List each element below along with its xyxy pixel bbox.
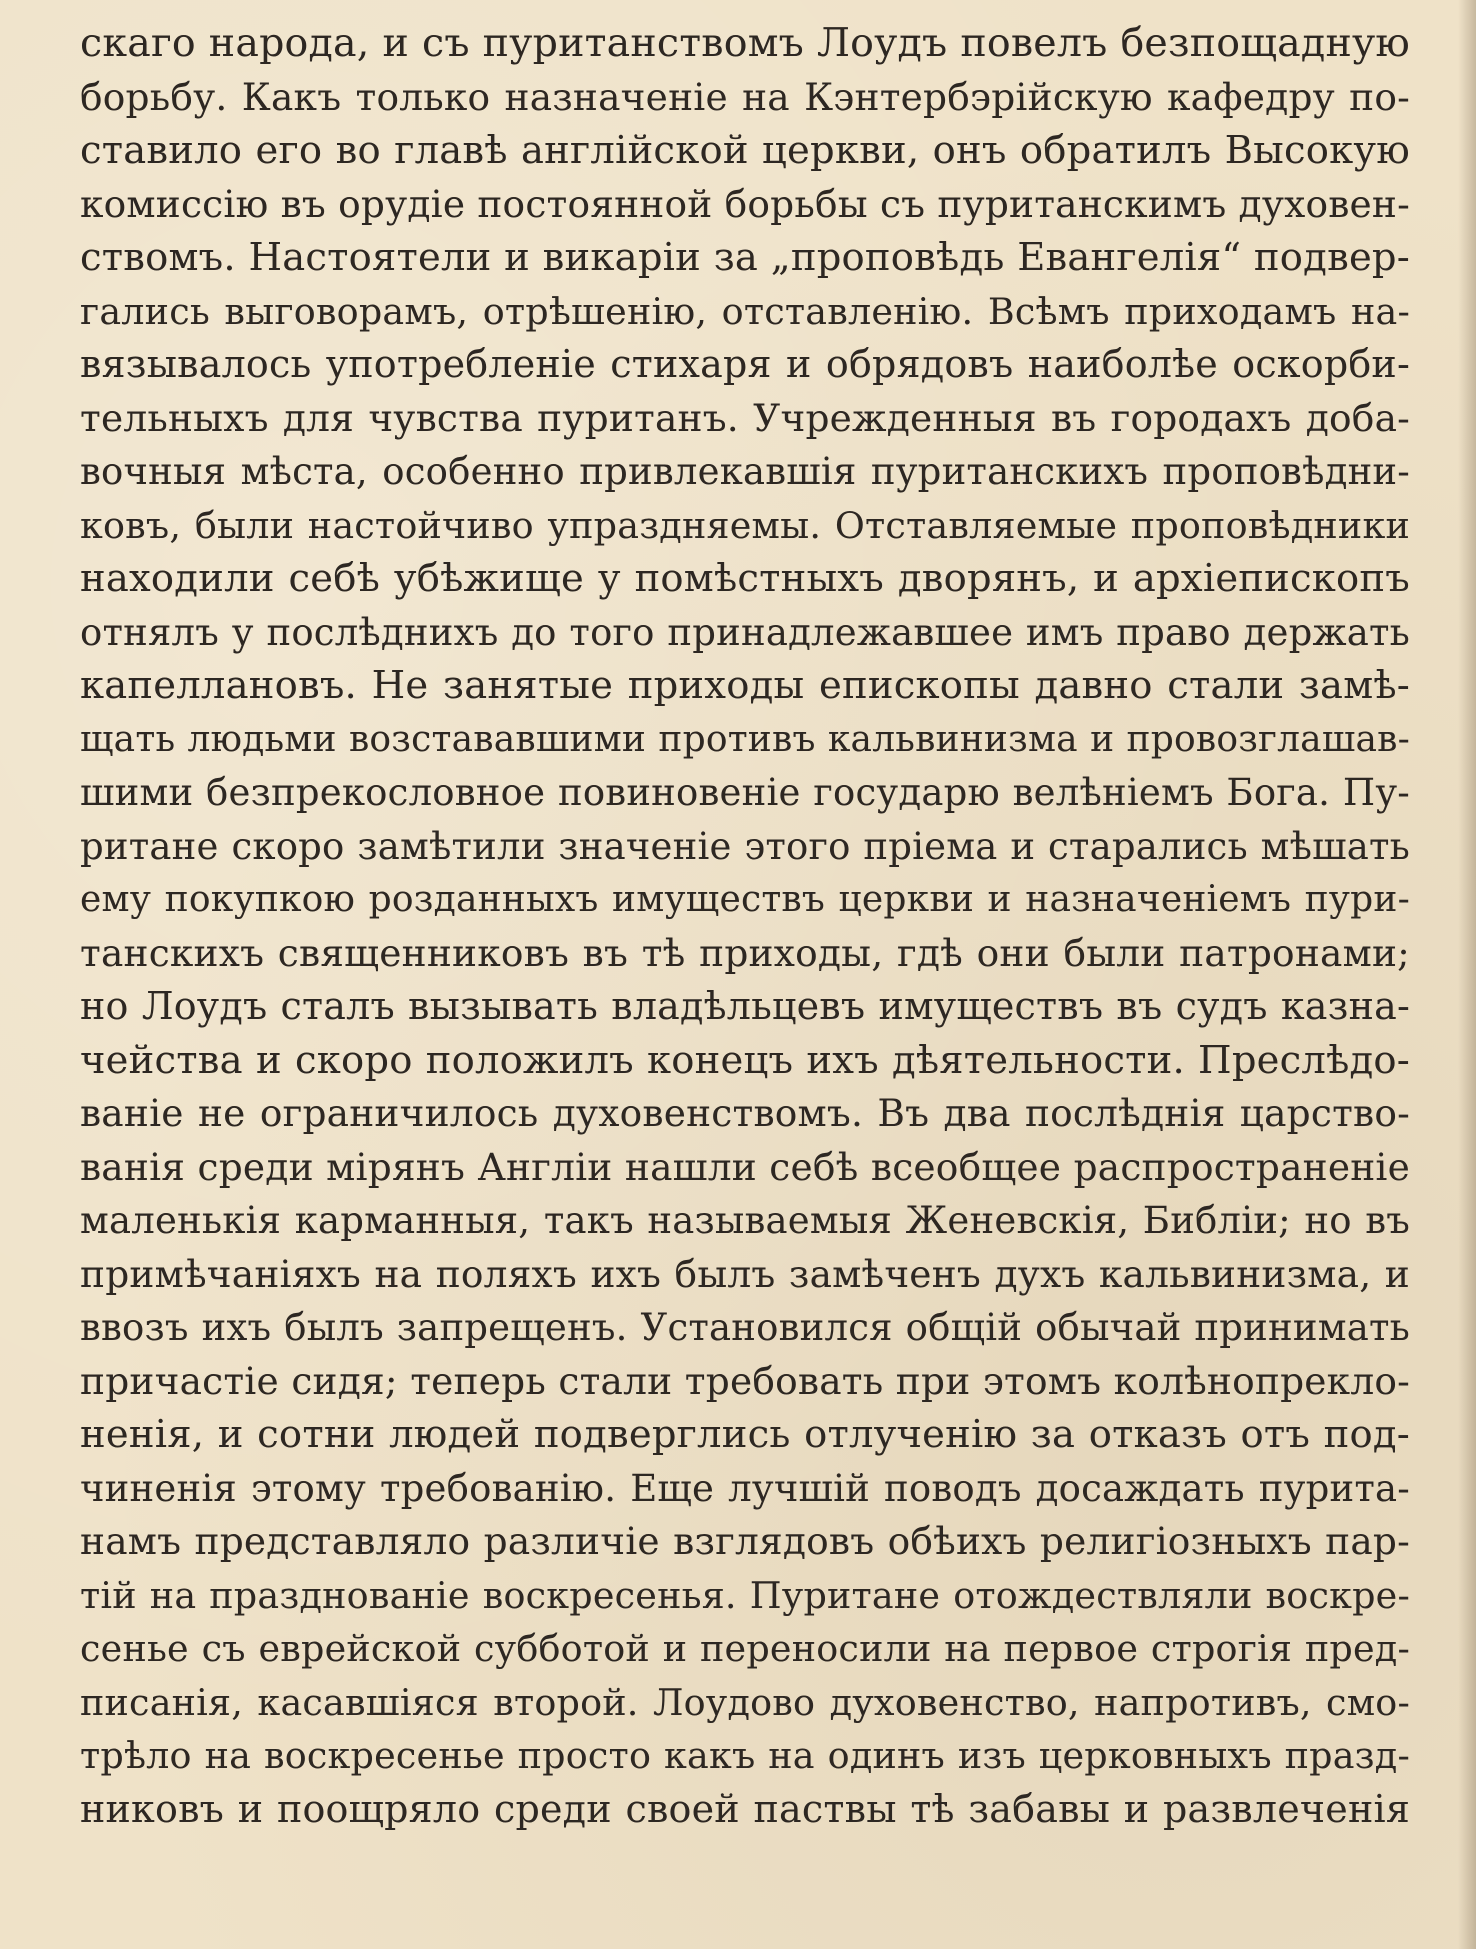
text-line: трѣло на воскресенье просто какъ на одинъ изъ церковныхъ празд- — [80, 1734, 1410, 1777]
page-body-text — [80, 17, 1410, 1836]
text-line: ввозъ ихъ былъ запрещенъ. Установился общій обычай принимать — [80, 1306, 1410, 1349]
text-line: примѣчаніяхъ на поляхъ ихъ былъ замѣченъ духъ кальвинизма, и — [80, 1251, 1410, 1296]
text-line: ненія, и сотни людей подверглись отлученію за отказъ отъ под- — [80, 1412, 1410, 1457]
text-line: комиссію въ орудіе постоянной борьбы съ пуританскимъ духовен- — [80, 181, 1410, 226]
text-line: чиненія этому требованію. Еще лучшій поводъ досаждать пурита- — [80, 1466, 1410, 1510]
text-line: шими безпрекословное повиновеніе государю велѣніемъ Бога. Пу- — [80, 771, 1410, 814]
text-line: ритане скоро замѣтили значеніе этого пріема и старались мѣшать — [80, 824, 1410, 868]
text-line: тій на празднованіе воскресенья. Пуритане отождествляли воскре- — [80, 1573, 1410, 1617]
text-line: тельныхъ для чувства пуританъ. Учрежденныя въ городахъ доба- — [80, 395, 1410, 440]
text-line: отнялъ у послѣднихъ до того принадлежавшее имъ право держать — [80, 610, 1410, 654]
text-line: ему покупкою розданныхъ имуществъ церкви и назначеніемъ пури- — [80, 879, 1410, 920]
page-edge-shadow — [1458, 0, 1476, 1949]
text-line: находили себѣ убѣжище у помѣстныхъ дворянъ, и архіепископъ — [80, 556, 1410, 601]
text-line: ствомъ. Настоятели и викаріи за „проповѣдь Евангелія“ подвер- — [80, 235, 1410, 280]
text-line: капеллановъ. Не занятые приходы епископы давно стали замѣ- — [80, 663, 1410, 708]
text-line: скаго народа, и съ пуританствомъ Лоудъ повелъ безпощадную — [80, 20, 1410, 66]
text-line: ванія среди мірянъ Англіи нашли себѣ всеобщее распространеніе — [80, 1144, 1410, 1189]
text-line: но Лоудъ сталъ вызывать владѣльцевъ имуществъ въ судъ казна- — [80, 984, 1410, 1028]
text-line: маленькія карманныя, такъ называемыя Женевскія, Библіи; но въ — [80, 1199, 1410, 1242]
text-line: сенье съ еврейской субботой и переносили на первое строгія пред- — [80, 1627, 1410, 1670]
text-line: вязывалось употребленіе стихаря и обрядовъ наиболѣе оскорби- — [80, 342, 1410, 386]
text-line: вочныя мѣста, особенно привлекавшія пуританскихъ проповѣдни- — [80, 450, 1410, 493]
text-line: щать людьми возстававшими противъ кальвинизма и провозглашав- — [80, 718, 1410, 760]
text-line: чейства и скоро положилъ конецъ ихъ дѣятельности. Преслѣдо- — [80, 1037, 1410, 1083]
text-line: ваніе не ограничилось духовенствомъ. Въ два послѣднія царство- — [80, 1091, 1410, 1135]
text-line: борьбу. Какъ только назначеніе на Кэнтербэрійскую кафедру по- — [80, 74, 1410, 119]
text-line: никовъ и поощряло среди своей паствы тѣ забавы и развлеченія — [80, 1786, 1410, 1831]
text-line: причастіе сидя; теперь стали требовать при этомъ колѣнопреклo- — [80, 1358, 1410, 1403]
text-line: гались выговорамъ, отрѣшенію, отставленію. Всѣмъ приходамъ на- — [80, 289, 1410, 333]
text-line: писанія, касавшіяся второй. Лоудово духовенство, напротивъ, смо- — [80, 1680, 1410, 1724]
text-line: ставило его во главѣ англійской церкви, онъ обратилъ Высокую — [80, 128, 1410, 173]
text-line: танскихъ священниковъ въ тѣ приходы, гдѣ они были патронами; — [80, 930, 1410, 975]
text-line: ковъ, были настойчиво упраздняемы. Отставляемые проповѣдники — [80, 503, 1410, 547]
text-line: намъ представляло различіе взглядовъ обѣихъ религіозныхъ пар- — [80, 1519, 1410, 1563]
